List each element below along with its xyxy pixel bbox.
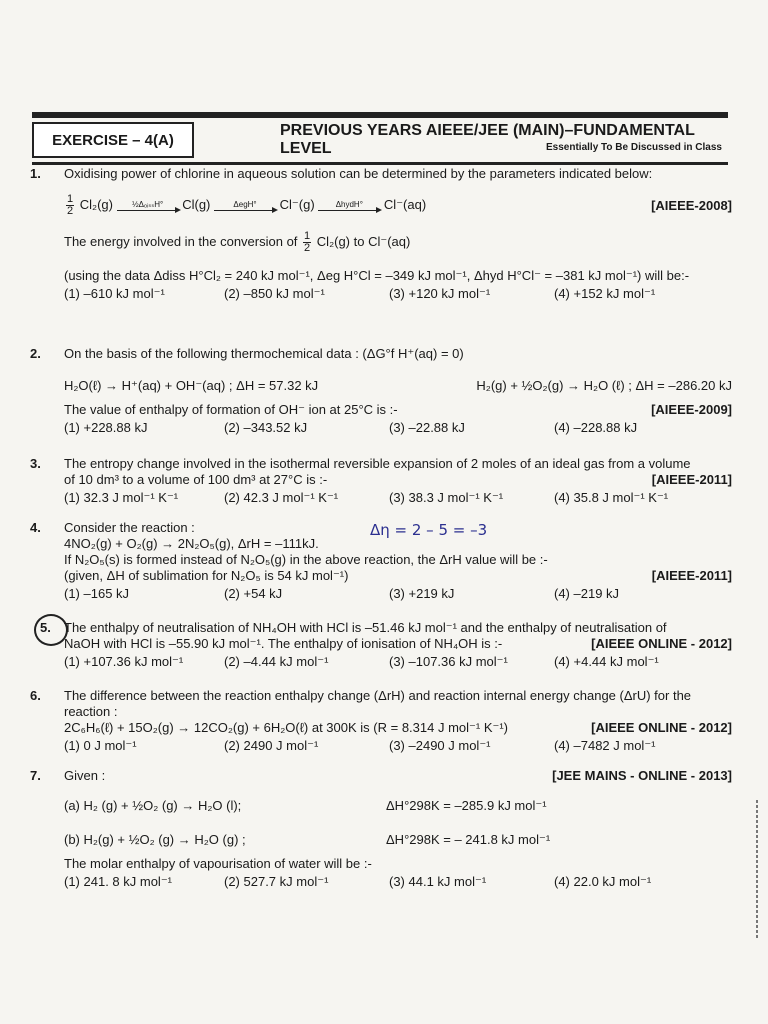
option-3[interactable]: (3) +219 kJ <box>389 586 455 601</box>
source-tag: [AIEEE-2008] <box>651 197 732 213</box>
option-1[interactable]: (1) 32.3 J mol⁻¹ K⁻¹ <box>64 490 179 505</box>
reaction: 4NO₂(g) + O₂(g) → 2N₂O₅(g), ΔrH = –111kJ. <box>64 536 319 551</box>
option-1[interactable]: (1) 0 J mol⁻¹ <box>64 738 137 753</box>
question-number: 2. <box>30 346 41 361</box>
option-4[interactable]: (4) –228.88 kJ <box>554 420 638 435</box>
question-text-2: reaction : <box>64 704 118 719</box>
equation-2: H₂(g) + ½O₂(g) → H₂O (ℓ) ; ΔH = –286.20 kJ <box>476 378 732 393</box>
species-cl-aq: Cl⁻(aq) <box>383 196 427 212</box>
question-number: 3. <box>30 456 41 471</box>
enthalpy-a: ΔH°298K = –285.9 kJ mol⁻¹ <box>386 798 547 813</box>
options <box>64 490 732 506</box>
question-text-2: NaOH with HCl is –55.90 kJ mol⁻¹. The enthalpy of ionisation of NH₄OH is :- <box>64 636 503 651</box>
exercise-label: EXERCISE – 4(A) <box>32 122 194 158</box>
equation-a: (a) H₂ (g) + ½O₂ (g) → H₂O (l); <box>64 798 242 813</box>
option-4[interactable]: (4) 35.8 J mol⁻¹ K⁻¹ <box>554 490 669 505</box>
option-4[interactable]: (4) –219 kJ <box>554 586 620 601</box>
question-number: 6. <box>30 688 41 703</box>
option-1[interactable]: (1) +107.36 kJ mol⁻¹ <box>64 654 184 669</box>
option-4[interactable]: (4) +152 kJ mol⁻¹ <box>554 286 656 301</box>
question-number: 4. <box>30 520 41 535</box>
question-text: The enthalpy of neutralisation of NH₄OH with HCl is –51.46 kJ mol⁻¹ and the enthalpy of neutralisation of <box>64 620 667 635</box>
question-text: Given : <box>64 768 106 783</box>
question-text: On the basis of the following thermochemical data : (ΔG°f H⁺(aq) = 0) <box>64 346 464 361</box>
option-3[interactable]: (3) 38.3 J mol⁻¹ K⁻¹ <box>389 490 504 505</box>
species-cl2: Cl₂(g) <box>79 196 113 212</box>
question-text: Consider the reaction : <box>64 520 195 535</box>
option-3[interactable]: (3) +120 kJ mol⁻¹ <box>389 286 491 301</box>
option-1[interactable]: (1) –165 kJ <box>64 586 130 601</box>
options <box>64 738 732 754</box>
option-3[interactable]: (3) –107.36 kJ mol⁻¹ <box>389 654 508 669</box>
option-4[interactable]: (4) +4.44 kJ mol⁻¹ <box>554 654 659 669</box>
header-subtitle: Essentially To Be Discussed in Class <box>546 142 722 153</box>
equation-1: H₂O(ℓ) → H⁺(aq) + OH⁻(aq) ; ΔH = 57.32 kJ <box>64 378 319 393</box>
options <box>64 874 732 890</box>
option-4[interactable]: (4) 22.0 kJ mol⁻¹ <box>554 874 652 889</box>
arrow-hydration: ΔhydH° <box>318 200 380 211</box>
reaction: 2C₆H₆(ℓ) + 15O₂(g) → 12CO₂(g) + 6H₂O(ℓ) at 300K is (R = 8.314 J mol⁻¹ K⁻¹) <box>64 720 509 735</box>
option-2[interactable]: (2) –4.44 kJ mol⁻¹ <box>224 654 329 669</box>
question-number: 1. <box>30 166 41 181</box>
arrow-dissociation: ½ΔₒᵢₛₛH° <box>117 200 179 211</box>
species-cl: Cl(g) <box>182 196 211 212</box>
option-2[interactable]: (2) –343.52 kJ <box>224 420 308 435</box>
question-text: Oxidising power of chlorine in aqueous solution can be determined by the parameters indicated below: <box>64 166 653 181</box>
question-line: The energy involved in the conversion of $\frac{1}{2}$ Cl₂(g) to Cl⁻(aq) <box>64 230 411 254</box>
question-text-3: If N₂O₅(s) is formed instead of N₂O₅(g) in the above reaction, the ΔrH value will be :- <box>64 552 548 567</box>
side-print-mark <box>752 800 762 940</box>
side-margin-print <box>752 800 762 940</box>
arrow-electron-gain: ΔegH° <box>214 200 276 211</box>
question-text-4: (given, ΔH of sublimation for N₂O₅ is 54 kJ mol⁻¹) <box>64 568 349 583</box>
option-3[interactable]: (3) –22.88 kJ <box>389 420 465 435</box>
source-tag: [AIEEE-2011] <box>651 568 732 583</box>
question-line: The value of enthalpy of formation of OH⁻ ion at 25°C is :- <box>64 402 398 417</box>
option-2[interactable]: (2) 2490 J mol⁻¹ <box>224 738 319 753</box>
options <box>64 586 732 602</box>
source-tag: [AIEEE-2011] <box>651 472 732 487</box>
option-2[interactable]: (2) 42.3 J mol⁻¹ K⁻¹ <box>224 490 339 505</box>
option-3[interactable]: (3) 44.1 kJ mol⁻¹ <box>389 874 487 889</box>
option-2[interactable]: (2) 527.7 kJ mol⁻¹ <box>224 874 329 889</box>
option-2[interactable]: (2) –850 kJ mol⁻¹ <box>224 286 325 301</box>
option-1[interactable]: (1) –610 kJ mol⁻¹ <box>64 286 165 301</box>
question-number: 7. <box>30 768 41 783</box>
enthalpy-b: ΔH°298K = – 241.8 kJ mol⁻¹ <box>386 832 551 847</box>
source-tag: [AIEEE-2009] <box>651 402 732 417</box>
fraction-half: $\frac{1}{2}$ <box>67 193 74 217</box>
option-1[interactable]: (1) +228.88 kJ <box>64 420 148 435</box>
question-text: The entropy change involved in the isothermal reversible expansion of 2 moles of an ideal gas from a volume <box>64 456 691 471</box>
exercise-header <box>32 112 728 165</box>
source-tag: [AIEEE ONLINE - 2012] <box>591 720 732 735</box>
header-title: PREVIOUS YEARS AIEEE/JEE (MAIN)–FUNDAMENTAL LEVEL <box>280 122 695 157</box>
reaction-scheme <box>64 194 426 217</box>
options <box>64 654 732 670</box>
source-tag: [AIEEE ONLINE - 2012] <box>591 636 732 651</box>
option-2[interactable]: (2) +54 kJ <box>224 586 283 601</box>
options <box>64 420 732 436</box>
handwritten-note: Δη = 2 – 5 = –3 <box>370 521 488 539</box>
question-number: 5. <box>40 620 51 635</box>
options <box>64 286 732 302</box>
option-3[interactable]: (3) –2490 J mol⁻¹ <box>389 738 491 753</box>
option-4[interactable]: (4) –7482 J mol⁻¹ <box>554 738 656 753</box>
question-data: (using the data Δdiss H°Cl₂ = 240 kJ mol⁻¹, Δeg H°Cl = –349 kJ mol⁻¹, Δhyd H°Cl⁻ = –381 kJ mol⁻¹) will be:- <box>64 268 690 283</box>
question-text-2: of 10 dm³ to a volume of 100 dm³ at 27°C is :- <box>64 472 328 487</box>
question-text: The difference between the reaction enthalpy change (ΔrH) and reaction internal energy change (ΔrU) for the <box>64 688 692 703</box>
option-1[interactable]: (1) 241. 8 kJ mol⁻¹ <box>64 874 173 889</box>
question-line: The molar enthalpy of vapourisation of water will be :- <box>64 856 372 871</box>
source-tag: [JEE MAINS - ONLINE - 2013] <box>552 768 732 783</box>
equation-b: (b) H₂(g) + ½O₂ (g) → H₂O (g) ; <box>64 832 246 847</box>
species-cl-gas: Cl⁻(g) <box>279 196 315 212</box>
